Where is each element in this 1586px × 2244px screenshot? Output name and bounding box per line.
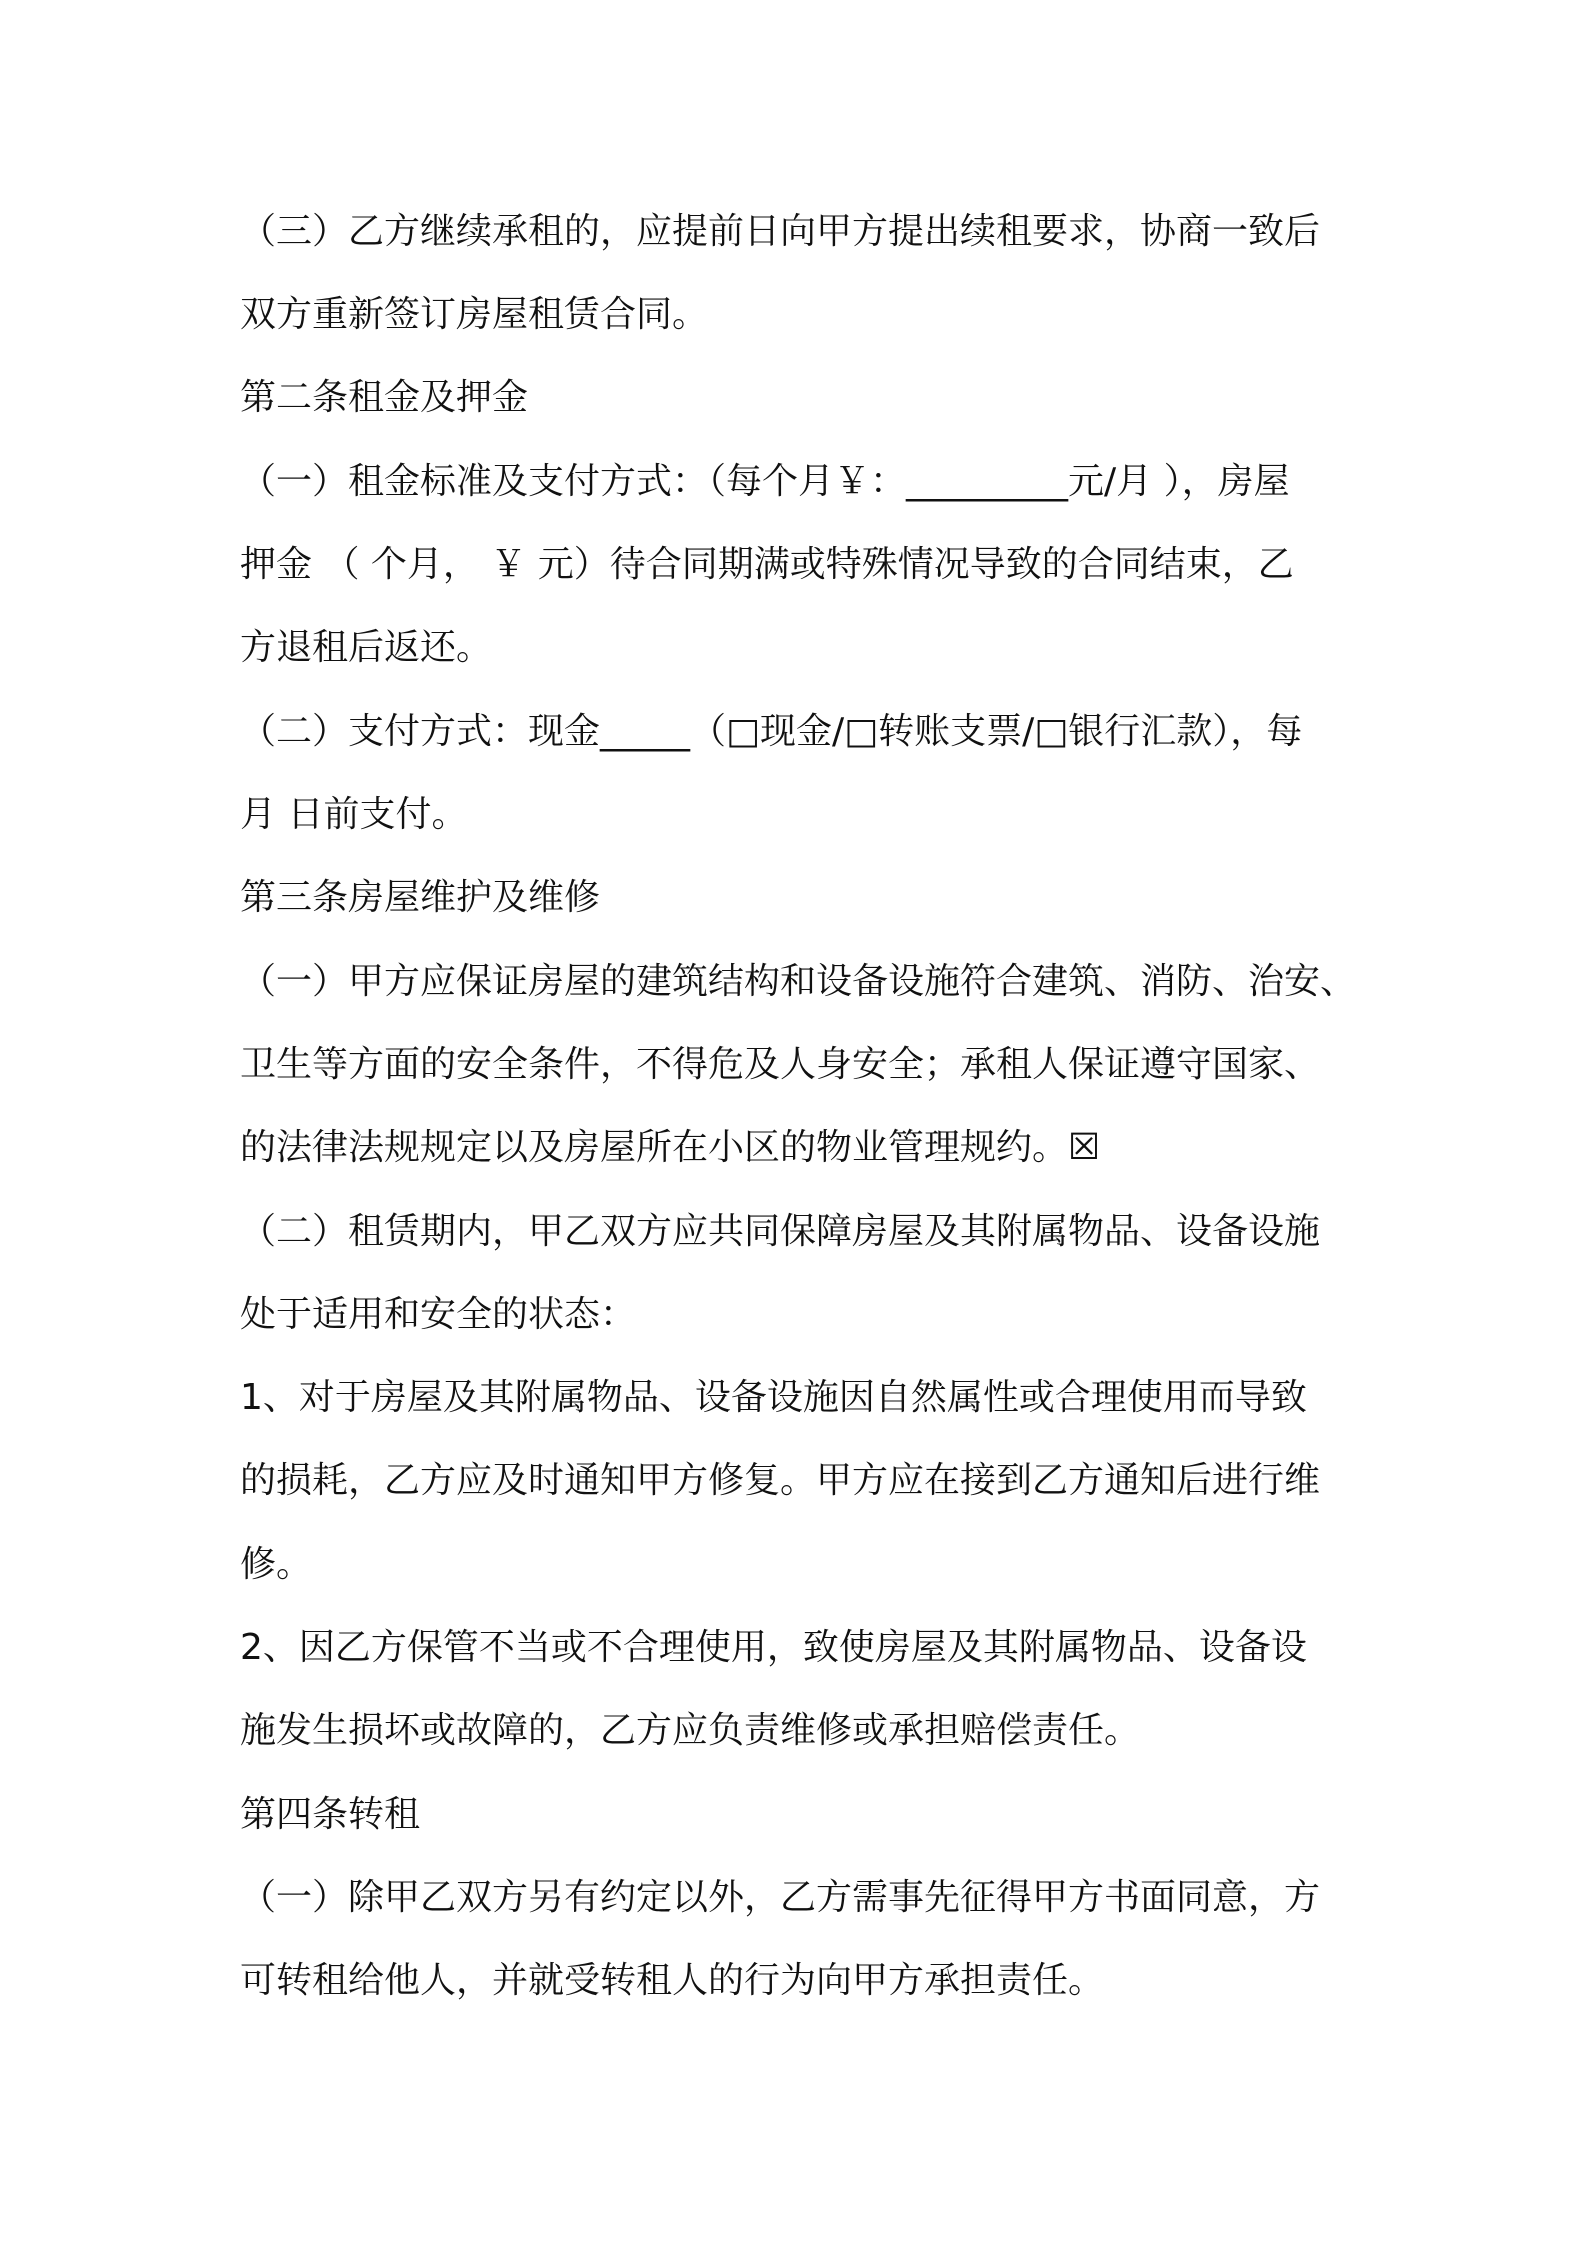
text-line: 2、因乙方保管不当或不合理使用，致使房屋及其附属物品、设备设 <box>240 1627 1307 1668</box>
text-line: （一）甲方应保证房屋的建筑结构和设备设施符合建筑、消防、治安、 <box>240 961 1357 1002</box>
text-line: 1、对于房屋及其附属物品、设备设施因自然属性或合理使用而导致 <box>240 1377 1307 1418</box>
text-line: （一）除甲乙双方另有约定以外，乙方需事先征得甲方书面同意，方 <box>240 1877 1321 1918</box>
text-line: 第四条转租 <box>240 1794 421 1835</box>
text-line: （一）租金标准及支付方式：（每个月￥：_________元/月 ），房屋 <box>240 461 1290 502</box>
text-line: 可转租给他人，并就受转租人的行为向甲方承担责任。 <box>240 1960 1105 2001</box>
text-line: 施发生损坏或故障的，乙方应负责维修或承担赔偿责任。 <box>240 1710 1141 1751</box>
text-line: （二）租赁期内，甲乙双方应共同保障房屋及其附属物品、设备设施 <box>240 1211 1321 1252</box>
text-line: 第三条房屋维护及维修 <box>240 877 601 918</box>
text-line: 月 日前支付。 <box>240 794 468 835</box>
text-line: 押金 （ 个月， ￥ 元）待合同期满或特殊情况导致的合同结束，乙 <box>240 544 1294 585</box>
text-line: 双方重新签订房屋租赁合同。 <box>240 294 709 335</box>
text-line: 处于适用和安全的状态： <box>240 1294 637 1335</box>
text-line: 的损耗，乙方应及时通知甲方修复。甲方应在接到乙方通知后进行维 <box>240 1460 1321 1501</box>
text-line: （二）支付方式：现金_____（□现金/□转账支票/□银行汇款），每 <box>240 711 1303 752</box>
text-line: 第二条租金及押金 <box>240 377 529 418</box>
text-line: 卫生等方面的安全条件，不得危及人身安全；承租人保证遵守国家、 <box>240 1044 1321 1085</box>
text-line: 的法律法规规定以及房屋所在小区的物业管理规约。☒ <box>240 1127 1101 1168</box>
text-line: （三）乙方继续承租的，应提前日向甲方提出续租要求，协商一致后 <box>240 211 1321 252</box>
text-line: 修。 <box>240 1544 313 1585</box>
text-line: 方退租后返还。 <box>240 627 493 668</box>
